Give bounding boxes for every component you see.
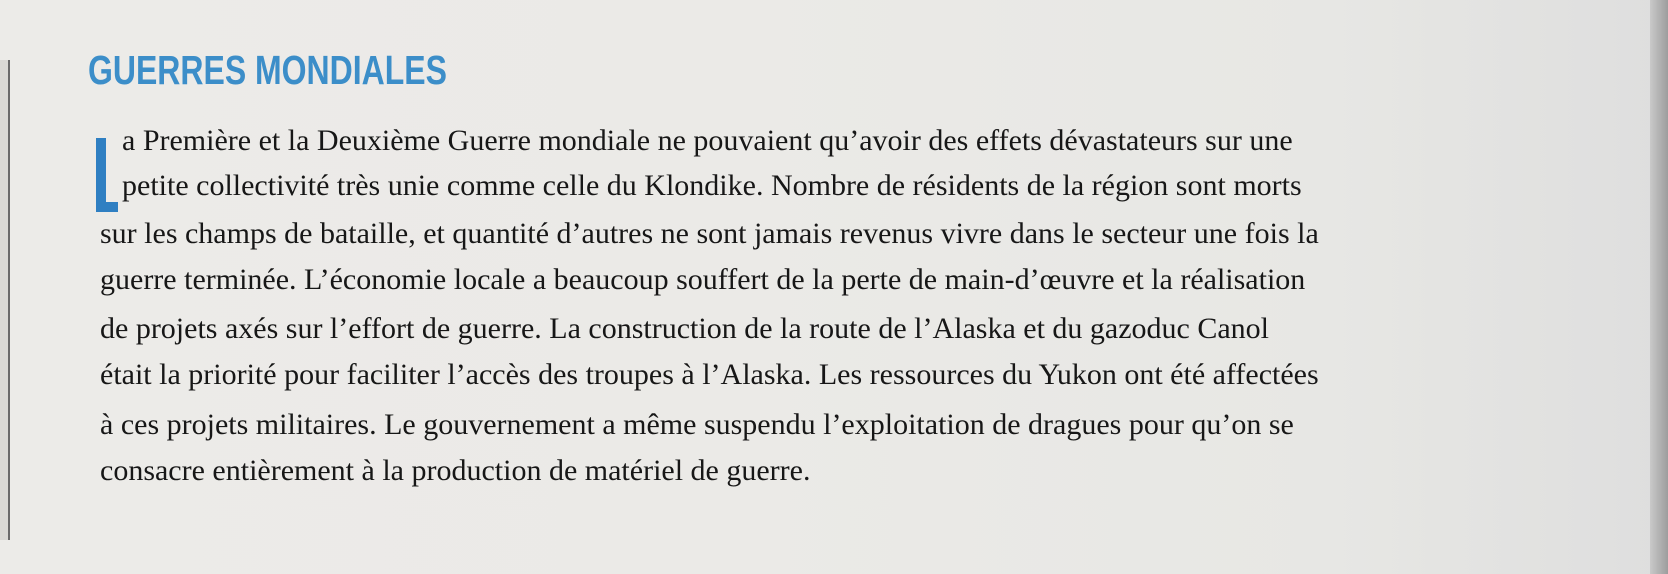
body-line-4: guerre terminée. L’économie locale a beaucoup souffert de la perte de main-d’œuvre et la réalisation [100,263,1306,296]
drop-cap-foot [96,202,118,212]
drop-cap [96,138,116,212]
body-line-6: était la priorité pour faciliter l’accès des troupes à l’Alaska. Les ressources du Yukon ont été affectées [100,358,1319,391]
panel-left-edge [0,60,10,540]
drop-cap-stem [96,138,106,212]
body-line-3: sur les champs de bataille, et quantité d’autres ne sont jamais revenus vivre dans le secteur une fois la [100,217,1319,250]
body-line-8: consacre entièrement à la production de matériel de guerre. [100,454,811,487]
panel-right-edge [1650,0,1668,574]
section-heading: GUERRES MONDIALES [88,47,447,93]
body-line-5: de projets axés sur l’effort de guerre. La construction de la route de l’Alaska et du gazoduc Canol [100,312,1270,345]
body-line-1: a Première et la Deuxième Guerre mondiale ne pouvaient qu’avoir des effets dévastateurs sur une [122,124,1293,157]
body-line-2: petite collectivité très unie comme celle du Klondike. Nombre de résidents de la région sont morts [122,169,1302,202]
body-line-7: à ces projets militaires. Le gouvernement a même suspendu l’exploitation de dragues pour qu’on se [100,408,1294,441]
